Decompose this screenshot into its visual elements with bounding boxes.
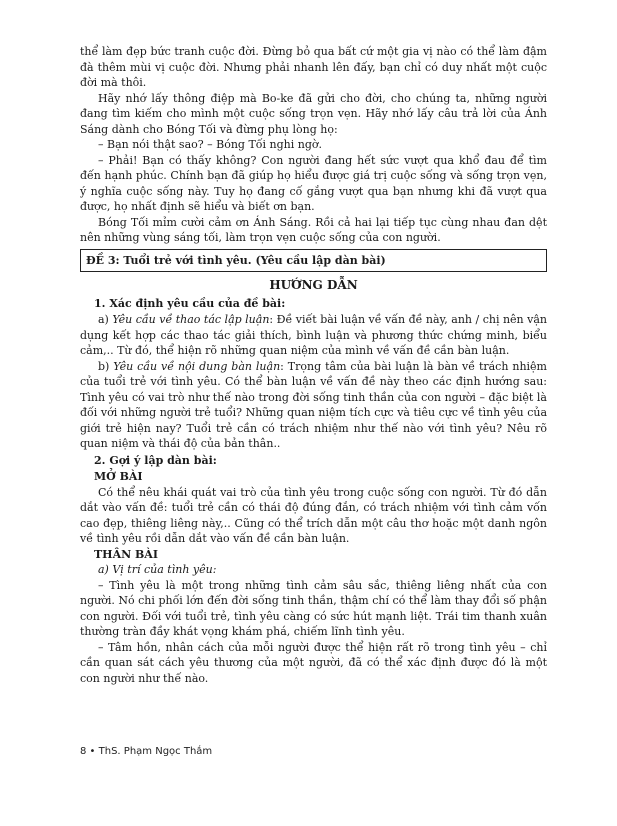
footer-separator: • bbox=[86, 746, 99, 757]
paragraph-closing: Bóng Tối mỉm cười cảm ơn Ánh Sáng. Rồi cả hai lại tiếp tục cùng nhau đan dệt nên những vùng sáng tối, làm trọn vẹn cuộc sống của con người. bbox=[80, 215, 547, 244]
section-2-heading: 2. Gợi ý lập dàn bài: bbox=[94, 453, 217, 467]
mo-bai-heading: MỞ BÀI bbox=[94, 470, 143, 483]
footer-author: ThS. Phạm Ngọc Thắm bbox=[98, 746, 213, 757]
requirement-a-label: Yêu cầu về thao tác lập luận bbox=[112, 313, 270, 326]
paragraph-continuation: thể làm đẹp bức tranh cuộc đời. Đừng bỏ qua bất cứ một gia vị nào có thể làm đậm đà thêm mùi vị cuộc đời. Nhưng phải nhanh lên đấy, bạn chỉ có duy nhất một cuộc đời mà thôi. bbox=[80, 45, 547, 89]
page-footer bbox=[80, 746, 212, 757]
requirement-a-text: : Đề viết bài luận về vấn đề này, anh / chị nên vận dụng kết hợp các thao tác giải thích, bình luận và phương thức chứng minh, biểu cảm,.. Từ đó, thể hiện rõ những quan niệm của mình về vấn đề cần bàn luận. bbox=[80, 313, 547, 357]
requirement-b-label: Yêu cầu về nội dung bàn luận bbox=[113, 359, 281, 373]
paragraph-message: Hãy nhớ lấy thông điệp mà Bo-ke đã gửi cho đời, cho chúng ta, những người đang tìm kiếm cho mình một cuộc sống trọn vẹn. Hãy nhớ lấy câu trả lời của Ánh Sáng dành cho Bóng Tối và đừng phụ lòng họ: bbox=[80, 91, 547, 136]
requirement-b-text: : Trọng tâm của bài luận là bàn về trách nhiệm của tuổi trẻ với tình yêu. Có thể bàn luận về vấn đề này theo các định hướng sau: Tình yêu có vai trò như thế nào trong đời sống tinh thần của con người – đặc biệt là đối với những người trẻ tuổi? Những quan niệm tích cực và tiêu cực về tình yêu của giới trẻ hiện nay? Tuổi trẻ cần có trách nhiệm như thế nào với tình yêu? Nêu rõ quan niệm và thái độ của bản thân.. bbox=[80, 359, 547, 450]
page-number: 8 bbox=[80, 746, 87, 757]
dialogue-line-1: – Bạn nói thật sao? – Bóng Tối nghi ngờ. bbox=[98, 138, 323, 151]
than-bai-heading: THÂN BÀI bbox=[94, 547, 158, 561]
exercise-number: ĐỀ 3 bbox=[86, 253, 116, 267]
than-bai-paragraph-2: – Tâm hồn, nhân cách của mỗi người được thể hiện rất rõ trong tình yêu – chỉ cần quan sát cách yêu thương của một người, đã có thể xác định được đó là một con người như thế nào. bbox=[80, 640, 547, 685]
than-bai-subheading: a) Vị trí của tình yêu: bbox=[98, 563, 217, 576]
exercise-topic: : Tuổi trẻ với tình yêu. (Yêu cầu lập dàn bài) bbox=[115, 253, 386, 267]
exercise-title-box bbox=[80, 249, 547, 273]
requirement-b-prefix: b) bbox=[98, 359, 114, 373]
dialogue-line-2: – Phải! Bạn có thấy không? Con người đang hết sức vượt qua khổ đau để tìm đến hạnh phúc. Chính bạn đã giúp họ hiểu được giá trị cuộc sống và sống trọn vẹn, ý nghĩa cuộc sống này. Tuy họ đang cố gắng vượt qua bạn nhưng khi đã vượt qua được, họ nhất định sẽ hiểu và biết ơn bạn. bbox=[80, 153, 547, 213]
than-bai-paragraph-1: – Tình yêu là một trong những tình cảm sâu sắc, thiêng liêng nhất của con người. Nó chi phối lớn đến đời sống tinh thần, thậm chí có thể làm thay đổi số phận con người. Đối với tuổi trẻ, tình yêu càng có sức hút mạnh liệt. Trái tim thanh xuân thường tràn đầy khát vọng khám phá, chiếm lĩnh tình yêu. bbox=[80, 578, 547, 638]
page-content bbox=[80, 44, 547, 686]
requirement-b bbox=[80, 359, 547, 452]
mo-bai-text: Có thể nêu khái quát vai trò của tình yêu trong cuộc sống con người. Từ đó dẫn dắt vào vấn đề: tuổi trẻ cần có thái độ đúng đắn, có trách nhiệm với tình cảm vốn cao đẹp, thiêng liêng này,.. Cũng có thể trích dẫn một câu thơ hoặc một danh ngôn về tình yêu rồi dẫn dắt vào vấn đề cần bàn luận. bbox=[80, 485, 547, 545]
requirement-a-prefix: a) bbox=[98, 313, 113, 326]
section-1-heading: 1. Xác định yêu cầu của đề bài: bbox=[94, 296, 286, 310]
requirement-a bbox=[80, 312, 547, 359]
guide-heading: HƯỚNG DẪN bbox=[269, 278, 358, 292]
